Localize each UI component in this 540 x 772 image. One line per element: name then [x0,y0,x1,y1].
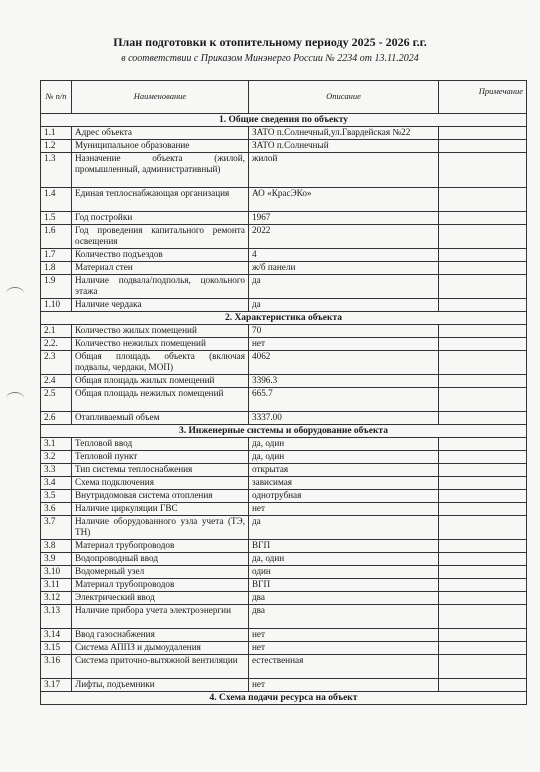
table-row [41,464,527,477]
header-name: Наименование [72,81,249,114]
section-title: 2. Характеристика объекта [41,312,527,325]
row-name: Наличие прибора учета электроэнергии [72,605,249,629]
row-number: 3.7 [41,516,72,540]
row-note [439,127,527,140]
row-note [439,188,527,212]
row-number: 2.6 [41,412,72,425]
row-name: Количество подъездов [72,249,249,262]
row-description: жилой [249,153,439,188]
row-name: Система АППЗ и дымоудаления [72,642,249,655]
row-name: Электрический ввод [72,592,249,605]
row-number: 2.2. [41,338,72,351]
row-number: 1.1 [41,127,72,140]
row-note [439,490,527,503]
section-title: 3. Инженерные системы и оборудование объекта [41,425,527,438]
row-number: 3.9 [41,553,72,566]
row-note [439,325,527,338]
row-note [439,516,527,540]
row-description: естественная [249,655,439,679]
row-note [439,503,527,516]
row-number: 3.12 [41,592,72,605]
row-description: да, один [249,438,439,451]
table-row [41,477,527,490]
row-number: 3.2 [41,451,72,464]
row-description: АО «КрасЭКо» [249,188,439,212]
row-number: 1.5 [41,212,72,225]
table-row [41,351,527,375]
row-number: 3.15 [41,642,72,655]
row-note [439,655,527,679]
row-note [439,338,527,351]
row-name: Ввод газоснабжения [72,629,249,642]
table-row [41,249,527,262]
row-name: Наличие циркуляции ГВС [72,503,249,516]
table-row [41,655,527,679]
row-number: 3.6 [41,503,72,516]
table-row [41,275,527,299]
row-description: нет [249,642,439,655]
row-name: Лифты, подъемники [72,679,249,692]
row-name: Тип системы теплоснабжения [72,464,249,477]
row-name: Год проведения капитального ремонта освещения [72,225,249,249]
row-number: 3.17 [41,679,72,692]
document-subtitle: в соответствии с Приказом Минэнерго России № 2234 от 13.11.2024 [121,53,419,64]
row-number: 2.5 [41,388,72,412]
table-row [41,388,527,412]
row-name: Водопроводный ввод [72,553,249,566]
table-row [41,212,527,225]
table-row [41,579,527,592]
table-row [41,642,527,655]
header-note: Примечание [439,81,527,114]
table-row [41,605,527,629]
table-row [41,153,527,188]
document-title: План подготовки к отопительному периоду 2025 - 2026 г.г. [113,35,427,49]
row-description: 70 [249,325,439,338]
row-name: Год постройки [72,212,249,225]
row-description: ЗАТО п.Солнечный,ул.Гвардейская №22 [249,127,439,140]
row-description: открытая [249,464,439,477]
row-name: Схема подключения [72,477,249,490]
table-row [41,553,527,566]
row-number: 1.4 [41,188,72,212]
row-name: Общая площадь жилых помещений [72,375,249,388]
row-description: 4 [249,249,439,262]
row-description: да, один [249,451,439,464]
table-row [41,566,527,579]
row-name: Общая площадь объекта (включая подвалы, чердаки, МОП) [72,351,249,375]
row-description: ж/б панели [249,262,439,275]
row-description: один [249,566,439,579]
row-name: Тепловой пункт [72,451,249,464]
row-note [439,592,527,605]
row-number: 1.7 [41,249,72,262]
row-description: нет [249,629,439,642]
row-description: да [249,516,439,540]
row-note [439,464,527,477]
row-note [439,212,527,225]
plan-table [40,80,527,705]
row-note [439,540,527,553]
row-description: ЗАТО п.Солнечный [249,140,439,153]
table-row [41,451,527,464]
row-name: Общая площадь нежилых помещений [72,388,249,412]
table-row [41,140,527,153]
section-header-row [41,312,527,325]
row-name: Внутридомовая система отопления [72,490,249,503]
row-note [439,679,527,692]
table-row [41,503,527,516]
table-row [41,412,527,425]
table-row [41,225,527,249]
row-number: 3.3 [41,464,72,477]
row-number: 3.11 [41,579,72,592]
row-note [439,299,527,312]
section-title: 4. Схема подачи ресурса на объект [41,692,527,705]
row-description: нет [249,679,439,692]
header-num: № п/п [41,81,72,114]
row-name: Единая теплоснабжающая организация [72,188,249,212]
row-number: 1.6 [41,225,72,249]
table-row [41,338,527,351]
row-note [439,642,527,655]
row-number: 3.4 [41,477,72,490]
row-number: 1.8 [41,262,72,275]
table-row [41,490,527,503]
row-number: 3.1 [41,438,72,451]
row-description: 665.7 [249,388,439,412]
row-note [439,388,527,412]
section-header-row [41,425,527,438]
row-note [439,249,527,262]
row-note [439,553,527,566]
row-description: однотрубная [249,490,439,503]
row-name: Материал трубопроводов [72,540,249,553]
row-description: 3396.3 [249,375,439,388]
row-description: ВГП [249,579,439,592]
row-name: Система приточно-вытяжной вентиляции [72,655,249,679]
row-name: Отапливаемый объем [72,412,249,425]
table-row [41,540,527,553]
row-description: 2022 [249,225,439,249]
table-row [41,592,527,605]
row-name: Наличие оборудованного узла учета (ТЭ, ТН) [72,516,249,540]
table-row [41,262,527,275]
table-row [41,127,527,140]
row-name: Количество нежилых помещений [72,338,249,351]
row-name: Тепловой ввод [72,438,249,451]
table-row [41,188,527,212]
section-title: 1. Общие сведения по объекту [41,114,527,127]
row-name: Водомерный узел [72,566,249,579]
row-number: 3.8 [41,540,72,553]
row-name: Количество жилых помещений [72,325,249,338]
header-desc: Описание [249,81,439,114]
table-row [41,299,527,312]
row-note [439,451,527,464]
table-row [41,516,527,540]
row-number: 3.16 [41,655,72,679]
row-note [439,438,527,451]
table-row [41,679,527,692]
row-number: 3.5 [41,490,72,503]
row-number: 3.14 [41,629,72,642]
table-row [41,325,527,338]
row-description: ВГП [249,540,439,553]
row-number: 1.10 [41,299,72,312]
row-note [439,412,527,425]
row-description: нет [249,338,439,351]
row-description: 4062 [249,351,439,375]
section-header-row [41,692,527,705]
row-description: да, один [249,553,439,566]
row-note [439,262,527,275]
row-description: да [249,299,439,312]
row-description: два [249,592,439,605]
table-header-row [41,81,527,114]
row-description: да [249,275,439,299]
row-note [439,225,527,249]
row-note [439,275,527,299]
row-description: 3337.00 [249,412,439,425]
row-number: 2.3 [41,351,72,375]
row-name: Материал стен [72,262,249,275]
row-number: 2.1 [41,325,72,338]
row-number: 1.2 [41,140,72,153]
row-number: 1.3 [41,153,72,188]
row-note [439,351,527,375]
row-description: два [249,605,439,629]
table-row [41,629,527,642]
section-header-row [41,114,527,127]
table-row [41,438,527,451]
row-note [439,566,527,579]
row-number: 3.13 [41,605,72,629]
row-name: Адрес объекта [72,127,249,140]
row-description: 1967 [249,212,439,225]
row-number: 1.9 [41,275,72,299]
row-name: Муниципальное образование [72,140,249,153]
row-note [439,629,527,642]
row-description: зависимая [249,477,439,490]
table-row [41,375,527,388]
row-name: Материал трубопроводов [72,579,249,592]
row-note [439,153,527,188]
row-note [439,140,527,153]
table-body [41,114,527,705]
hole-punch-mark [6,287,24,300]
row-note [439,375,527,388]
row-note [439,605,527,629]
row-name: Наличие подвала/подполья, цокольного этажа [72,275,249,299]
row-name: Назначение объекта (жилой, промышленный, административный) [72,153,249,188]
hole-punch-mark [6,392,24,405]
row-number: 3.10 [41,566,72,579]
row-note [439,579,527,592]
row-name: Наличие чердака [72,299,249,312]
row-note [439,477,527,490]
row-number: 2.4 [41,375,72,388]
row-description: нет [249,503,439,516]
